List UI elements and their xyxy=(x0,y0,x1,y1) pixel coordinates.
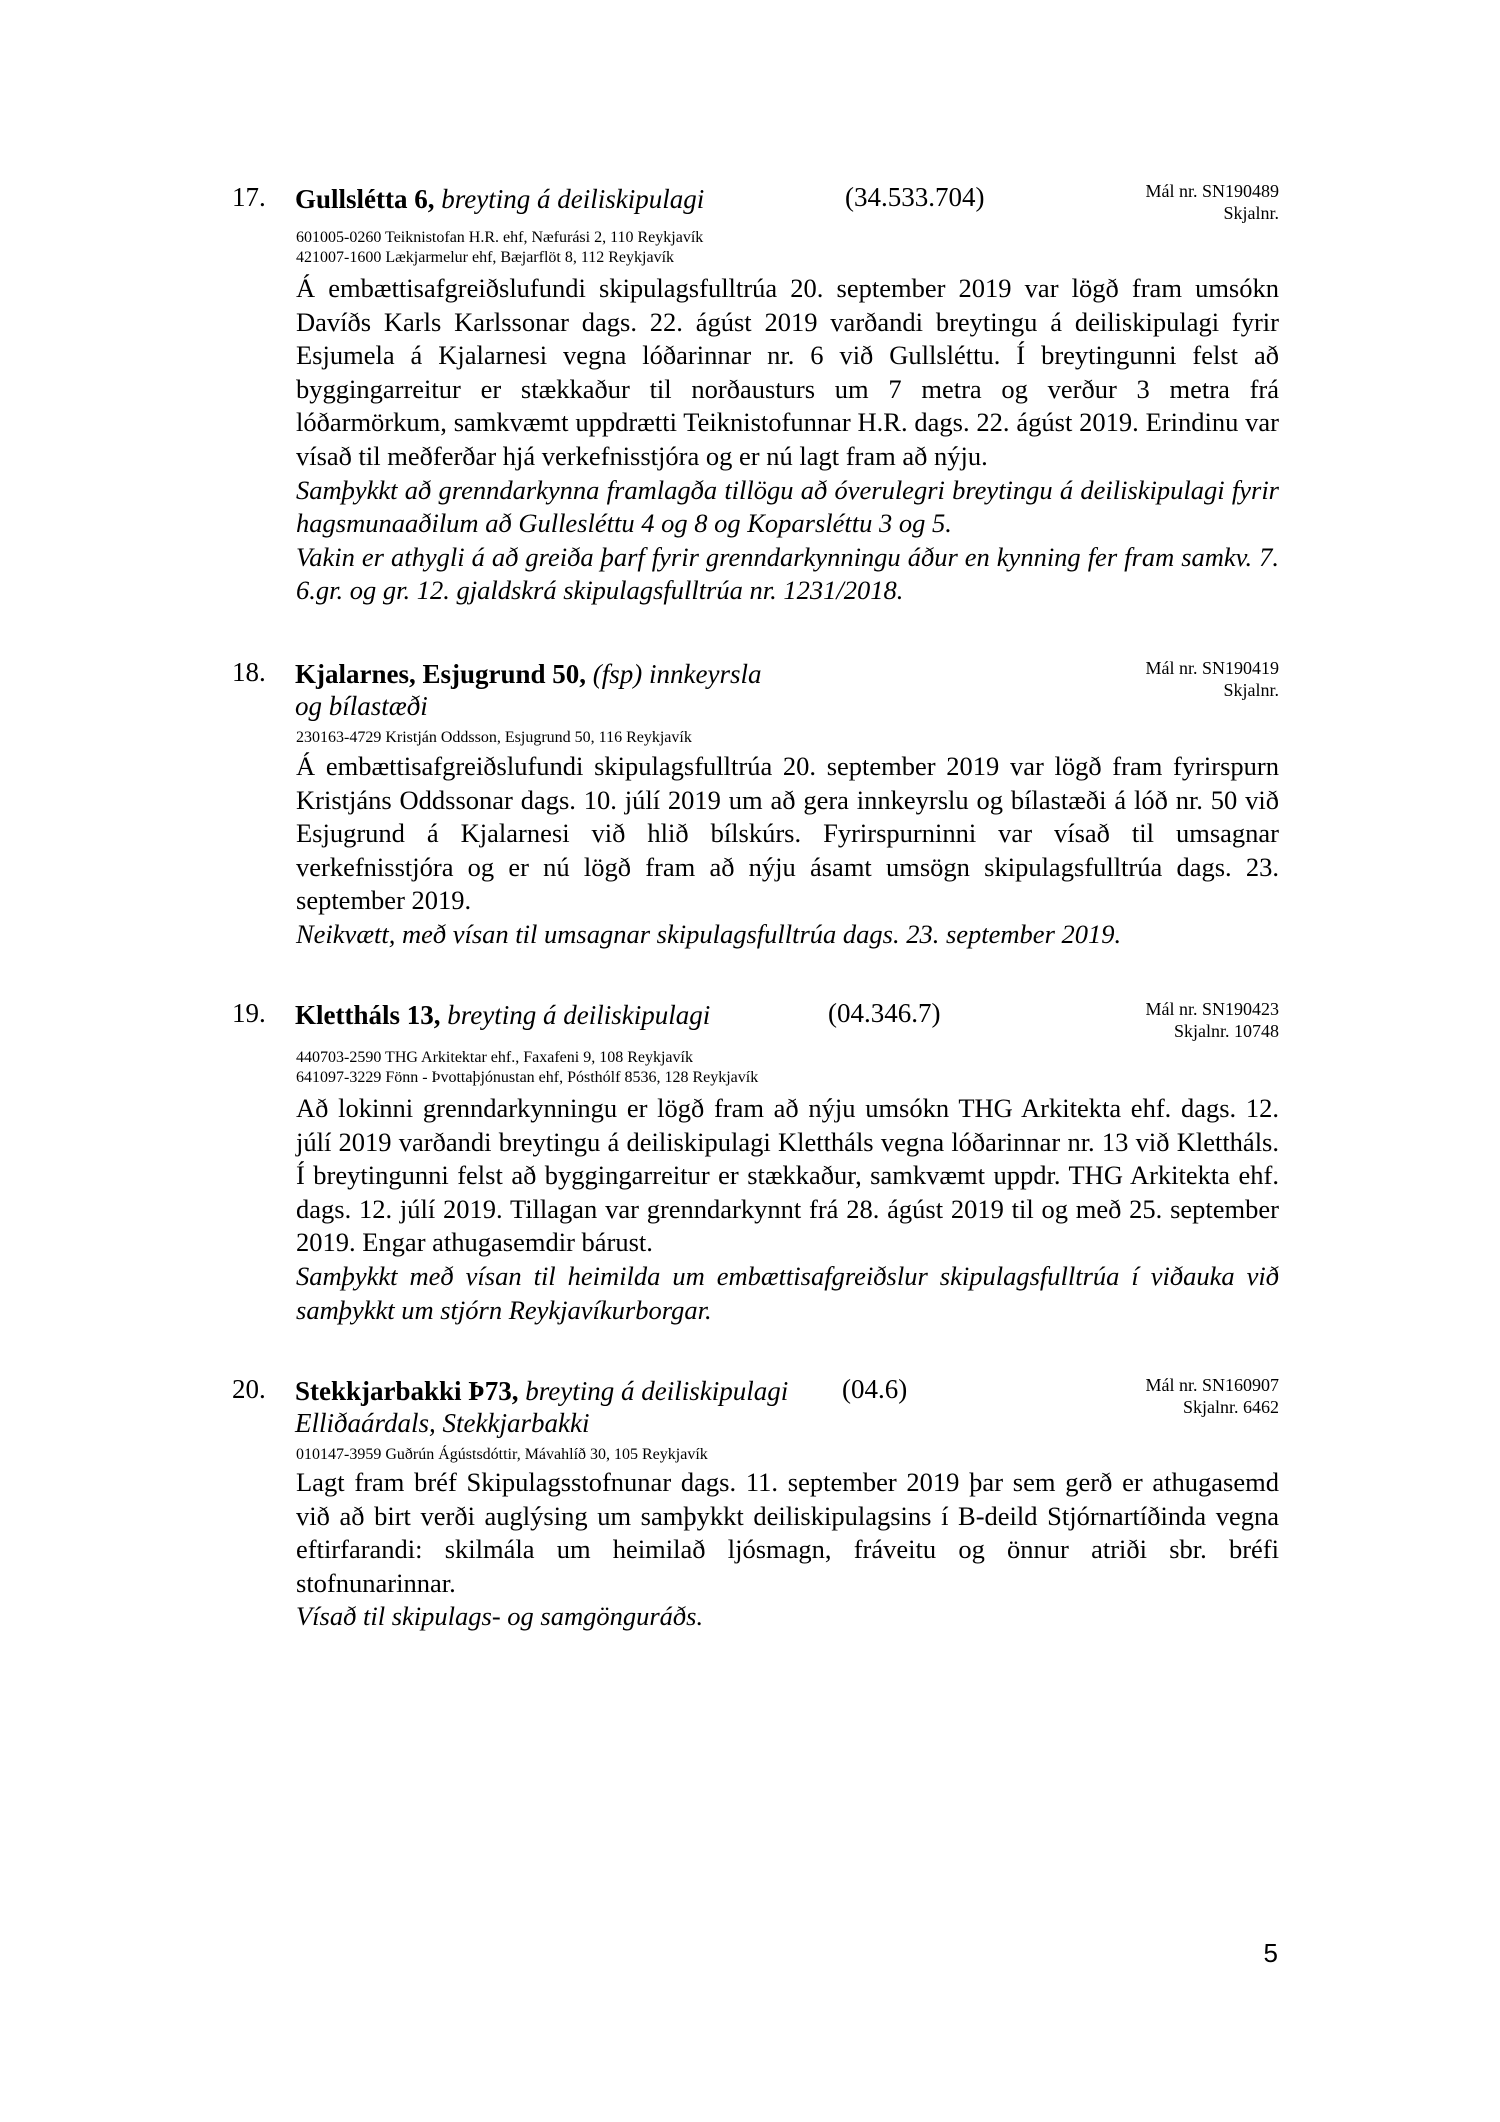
document-number: Skjalnr. 10748 xyxy=(1173,1021,1279,1041)
case-meta xyxy=(1059,657,1279,701)
party-list xyxy=(296,728,692,748)
page-number: 5 xyxy=(1263,1938,1278,1968)
item-subtitle: og bílastæði xyxy=(295,691,428,721)
party: 440703-2590 THG Arkitektar ehf., Faxafeni 9, 108 Reykjavík xyxy=(296,1049,693,1066)
party: 421007-1600 Lækjarmelur ehf, Bæjarflöt 8, 112 Reykjavík xyxy=(296,249,675,266)
case-meta xyxy=(1059,180,1279,224)
paragraph: Á embættisafgreiðslufundi skipulagsfulltrúa 20. september 2019 var lögð fram umsókn Davíðs Karls Karlssonar dags. 22. ágúst 2019 varðandi breytingu á deiliskipulagi fyrir Esjumela á Kjalarnesi vegna lóðarinnar nr. 6 við Gullsléttu. Í breytingunni felst að byggingarreitur er stækkaður til norðausturs um 7 metra og verður 3 metra frá lóðarmörkum, samkvæmt uppdrætti Teiknistofunnar H.R. dags. 22. ágúst 2019. Erindinu var vísað til meðferðar hjá verkefnisstjóra og er nú lagt fram að nýju. xyxy=(296,273,1279,471)
item-title xyxy=(295,1374,788,1408)
item-number: 19. xyxy=(232,998,266,1028)
decision-paragraph: Vísað til skipulags- og samgönguráðs. xyxy=(296,1601,704,1632)
item-body xyxy=(296,1092,1279,1327)
item-reference: (04.6) xyxy=(842,1374,908,1404)
item-subtitle: Elliðaárdals, Stekkjarbakki xyxy=(295,1408,590,1438)
item-title-name: Kjalarnes, Esjugrund 50, xyxy=(295,659,587,689)
party: 641097-3229 Fönn - Þvottaþjónustan ehf, Pósthólf 8536, 128 Reykjavík xyxy=(296,1069,759,1086)
item-title xyxy=(295,657,762,691)
document-number: Skjalnr. xyxy=(1223,203,1279,223)
party: 601005-0260 Teiknistofan H.R. ehf, Næfurási 2, 110 Reykjavík xyxy=(296,229,704,246)
case-meta xyxy=(1059,998,1279,1042)
item-body xyxy=(296,272,1279,608)
note-paragraph: Vakin er athygli á að greiða þarf fyrir grenndarkynningu áður en kynning fer fram samkv. 7. 6.gr. og gr. 12. gjaldskrá skipulagsfulltrúa nr. 1231/2018. xyxy=(296,541,1279,606)
case-number: Mál nr. SN160907 xyxy=(1145,1375,1279,1395)
item-title-name: Gullslétta 6, xyxy=(295,184,435,214)
party-list xyxy=(296,1048,758,1088)
item-title xyxy=(295,182,704,216)
case-number: Mál nr. SN190419 xyxy=(1145,658,1279,678)
paragraph: Lagt fram bréf Skipulagsstofnunar dags. 11. september 2019 þar sem gerð er athugasemd við að birt verði auglýsing um samþykkt deiliskipulagsins í B-deild Stjórnartíðinda vegna eftirfarandi: skilmála um heimilað ljósmagn, fráveitu og önnur atriði sbr. bréfi stofnunarinnar. xyxy=(296,1467,1279,1598)
case-number: Mál nr. SN190489 xyxy=(1145,181,1279,201)
document-number: Skjalnr. 6462 xyxy=(1182,1397,1279,1417)
party: 230163-4729 Kristján Oddsson, Esjugrund 50, 116 Reykjavík xyxy=(296,729,692,746)
decision-paragraph: Samþykkt með vísan til heimilda um embættisafgreiðslur skipulagsfulltrúa í viðauka við samþykkt um stjórn Reykjavíkurborgar. xyxy=(296,1260,1279,1325)
case-meta xyxy=(1059,1374,1279,1418)
item-reference: (04.346.7) xyxy=(828,998,941,1028)
party-list xyxy=(296,1445,708,1465)
item-title xyxy=(295,998,710,1032)
case-number: Mál nr. SN190423 xyxy=(1145,999,1279,1019)
decision-paragraph: Samþykkt að grenndarkynna framlagða tillögu að óverulegri breytingu á deiliskipulagi fyrir hagsmunaaðilum að Gullesléttu 4 og 8 og Koparsléttu 3 og 5. xyxy=(296,474,1279,539)
item-title-subject: breyting á deiliskipulagi xyxy=(525,1376,789,1406)
item-number: 17. xyxy=(232,182,266,212)
paragraph: Á embættisafgreiðslufundi skipulagsfulltrúa 20. september 2019 var lögð fram fyrirspurn Kristjáns Oddssonar dags. 10. júlí 2019 um að gera innkeyrslu og bílastæði á lóð nr. 50 við Esjugrund á Kjalarnesi við hlið bílskúrs. Fyrirspurninni var vísað til umsagnar verkefnisstjóra og er nú lögð fram að nýju ásamt umsögn skipulagsfulltrúa dags. 23. september 2019. xyxy=(296,751,1279,916)
item-body xyxy=(296,1466,1279,1634)
paragraph: Að lokinni grenndarkynningu er lögð fram að nýju umsókn THG Arkitekta ehf. dags. 12. júlí 2019 varðandi breytingu á deiliskipulagi Klettháls vegna lóðarinnar nr. 13 við Klettháls. Í breytingunni felst að byggingarreitur er stækkaður, samkvæmt uppdr. THG Arkitekta ehf. dags. 12. júlí 2019. Tillagan var grenndarkynnt frá 28. ágúst 2019 til og með 25. september 2019. Engar athugasemdir bárust. xyxy=(296,1093,1279,1258)
item-title-subject: breyting á deiliskipulagi xyxy=(447,1000,711,1030)
item-title-subject: (fsp) innkeyrsla xyxy=(592,659,762,689)
document-number: Skjalnr. xyxy=(1223,680,1279,700)
item-number: 18. xyxy=(232,657,266,687)
item-title-name: Stekkjarbakki Þ73, xyxy=(295,1376,519,1406)
party: 010147-3959 Guðrún Ágústsdóttir, Mávahlíð 30, 105 Reykjavík xyxy=(296,1446,708,1463)
item-reference: (34.533.704) xyxy=(845,182,985,212)
item-number: 20. xyxy=(232,1374,266,1404)
item-title-name: Klettháls 13, xyxy=(295,1000,441,1030)
decision-paragraph: Neikvætt, með vísan til umsagnar skipulagsfulltrúa dags. 23. september 2019. xyxy=(296,918,1122,949)
party-list xyxy=(296,228,703,268)
item-body xyxy=(296,750,1279,952)
item-title-subject: breyting á deiliskipulagi xyxy=(441,184,705,214)
